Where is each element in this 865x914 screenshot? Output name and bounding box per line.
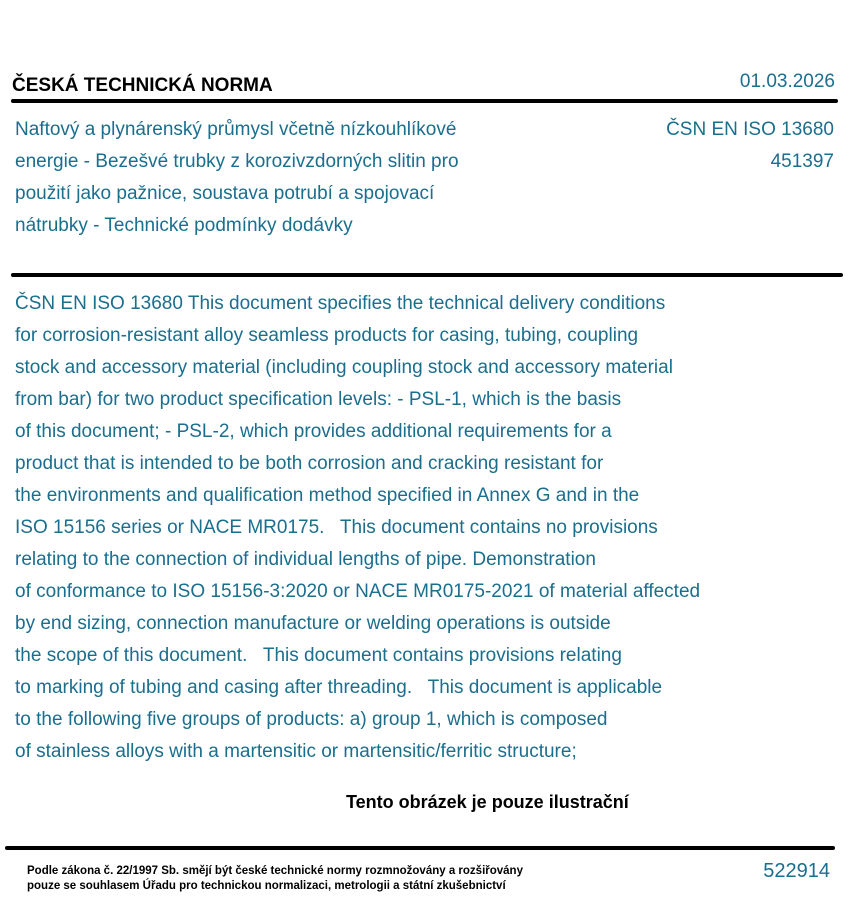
header-divider	[11, 99, 838, 103]
standard-title-line: nátrubky - Technické podmínky dodávky	[15, 215, 353, 236]
legal-notice	[27, 864, 523, 894]
abstract-line: to marking of tubing and casing after threading. This document is applicable	[15, 677, 663, 698]
abstract-line: to the following five groups of products: a) group 1, which is composed	[15, 709, 608, 730]
abstract-line: from bar) for two product specification levels: - PSL-1, which is the basis	[15, 389, 622, 410]
standard-title-line: použití jako pažnice, soustava potrubí a spojovací	[15, 183, 435, 204]
legal-notice-line: Podle zákona č. 22/1997 Sb. smějí být české technické normy rozmnožovány a rozšiřovány	[27, 865, 523, 877]
abstract-line: stock and accessory material (including coupling stock and accessory material	[15, 357, 673, 378]
class-code: 451397	[770, 151, 834, 172]
abstract-line: of conformance to ISO 15156-3:2020 or NACE MR0175-2021 of material affected	[15, 581, 701, 602]
abstract-line: of stainless alloys with a martensitic or martensitic/ferritic structure;	[15, 741, 577, 762]
standard-codes	[666, 114, 834, 178]
abstract-line: relating to the connection of individual lengths of pipe. Demonstration	[15, 549, 596, 570]
abstract-line: of this document; - PSL-2, which provides additional requirements for a	[15, 421, 612, 442]
abstract-text	[15, 288, 815, 768]
standard-title	[15, 114, 535, 242]
legal-notice-line: pouze se souhlasem Úřadu pro technickou normalizaci, metrologii a státní zkušebnictví	[27, 880, 506, 892]
abstract-line: product that is intended to be both corrosion and cracking resistant for	[15, 453, 604, 474]
abstract-line: ISO 15156 series or NACE MR0175. This document contains no provisions	[15, 517, 658, 538]
issue-date: 01.03.2026	[739, 71, 835, 92]
section-divider	[11, 273, 843, 277]
abstract-line: ČSN EN ISO 13680 This document specifies the technical delivery conditions	[15, 293, 666, 314]
standard-designation: ČSN EN ISO 13680	[666, 119, 834, 140]
abstract-line: for corrosion-resistant alloy seamless products for casing, tubing, coupling	[15, 325, 639, 346]
footer-divider	[5, 846, 835, 850]
illustration-disclaimer: Tento obrázek je pouze ilustrační	[346, 792, 629, 812]
abstract-line: the environments and qualification method specified in Annex G and in the	[15, 485, 640, 506]
standard-title-line: Naftový a plynárenský průmysl včetně nízkouhlíkové	[15, 119, 457, 140]
catalog-number: 522914	[763, 860, 830, 882]
abstract-line: by end sizing, connection manufacture or welding operations is outside	[15, 613, 611, 634]
page-heading: ČESKÁ TECHNICKÁ NORMA	[12, 75, 273, 96]
standard-title-line: energie - Bezešvé trubky z korozivzdorných slitin pro	[15, 151, 459, 172]
abstract-line: the scope of this document. This document contains provisions relating	[15, 645, 622, 666]
